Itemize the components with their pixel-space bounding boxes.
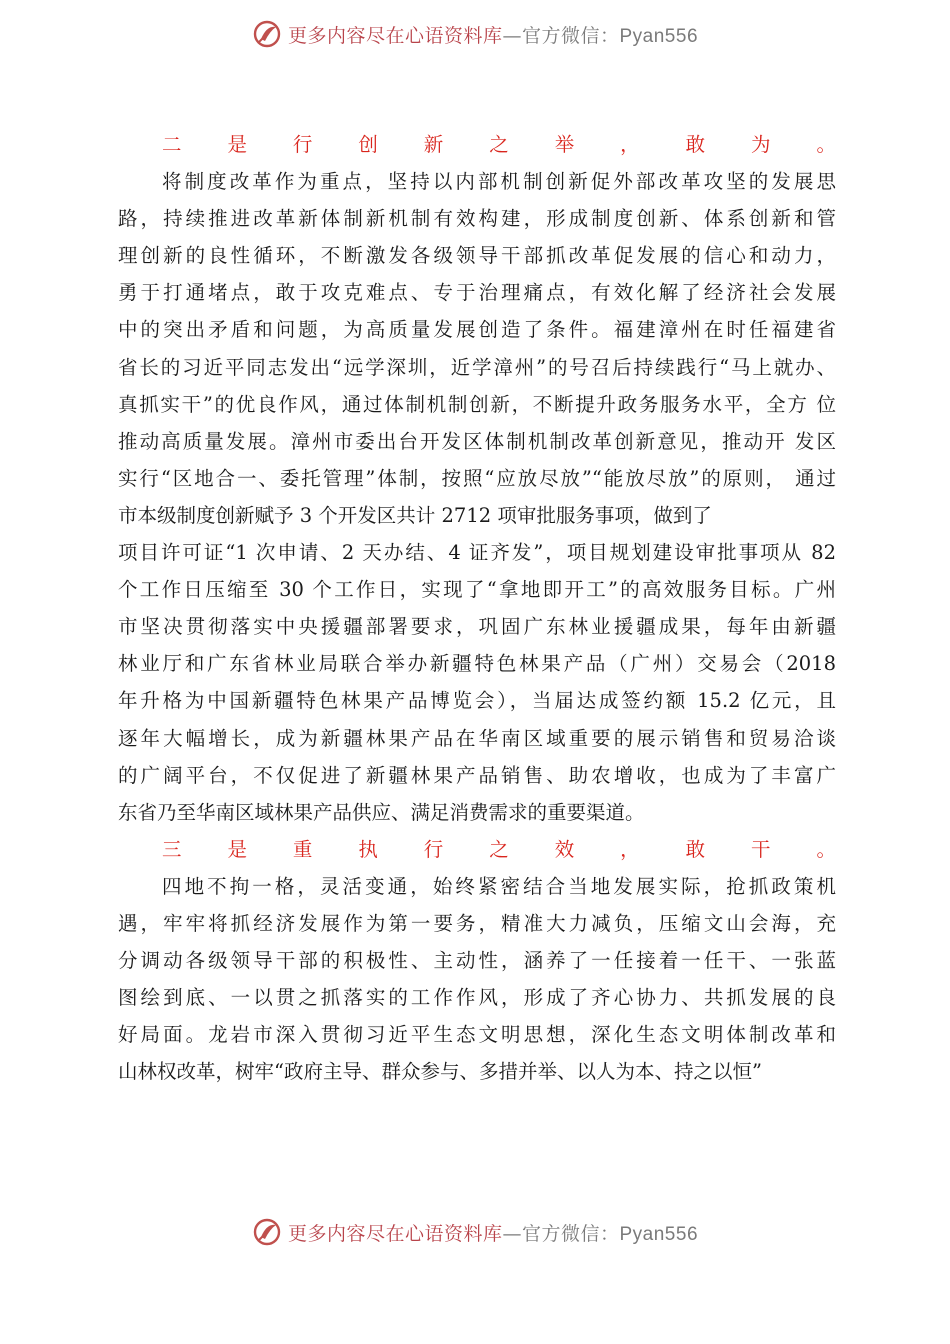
paragraph-line: 理创新的良性循环，不断激发各级领导干部抓改革促发展的信心和动力，: [118, 244, 836, 268]
banner-separator: —官方微信：: [502, 1222, 620, 1245]
paragraph-line: 林业厅和广东省林业局联合举办新疆特色林果产品（广州）交易会（2018: [118, 652, 836, 676]
section-heading: 三是重执行之效，敢干。: [162, 837, 836, 861]
banner-text: [288, 1219, 698, 1246]
paragraph-line: 市本级制度创新赋予 3 个开发区共计 2712 项审批服务事项，做到了: [118, 503, 712, 527]
paragraph-line: 四地不拘一格，灵活变通，始终紧密结合当地发展实际，抢抓政策机: [162, 874, 836, 898]
paragraph-line: 项目许可证“1 次申请、2 天办结、4 证齐发”，项目规划建设审批事项从 82: [118, 541, 836, 565]
paragraph-line: 推动高质量发展。漳州市委出台开发区体制机制改革创新意见，推动开 发区: [118, 429, 836, 453]
document-body: [118, 126, 836, 1090]
paragraph-line: 省长的习近平同志发出“远学深圳，近学漳州”的号召后持续践行“马上就办、: [118, 355, 836, 379]
logo-icon: [252, 1217, 282, 1247]
paragraph-line: 逐年大幅增长，成为新疆林果产品在华南区域重要的展示销售和贸易洽谈: [118, 726, 836, 750]
paragraph-line: 的广阔平台，不仅促进了新疆林果产品销售、助农增收，也成为了丰富广: [118, 763, 836, 787]
banner-handle: Pyan556: [619, 1223, 699, 1245]
logo-icon: [252, 19, 282, 49]
banner-separator: —官方微信：: [502, 24, 620, 47]
paragraph-line: 好局面。龙岩市深入贯彻习近平生态文明思想，深化生态文明体制改革和: [118, 1023, 836, 1047]
paragraph-line: 分调动各级领导干部的积极性、主动性，涵养了一任接着一任干、一张蓝: [118, 949, 836, 973]
paragraph-line: 真抓实干”的优良作风，通过体制机制创新，不断提升政务服务水平，全方 位: [118, 392, 836, 416]
header-banner: [0, 14, 950, 54]
paragraph-line: 市坚决贯彻落实中央援疆部署要求，巩固广东林业援疆成果，每年由新疆: [118, 615, 836, 639]
banner-handle: Pyan556: [619, 25, 699, 47]
banner-brand: 更多内容尽在心语资料库: [287, 24, 503, 47]
paragraph-line: 中的突出矛盾和问题，为高质量发展创造了条件。福建漳州在时任福建省: [118, 318, 836, 342]
paragraph-line: 遇，牢牢将抓经济发展作为第一要务，精准大力减负，压缩文山会海，充: [118, 911, 836, 935]
paragraph-line: 个工作日压缩至 30 个工作日，实现了“拿地即开工”的高效服务目标。广州: [118, 578, 836, 602]
paragraph-line: 图绘到底、一以贯之抓落实的工作作风，形成了齐心协力、共抓发展的良: [118, 986, 836, 1010]
paragraph-line: 路，持续推进改革新体制新机制有效构建，形成制度创新、体系创新和管: [118, 207, 836, 231]
footer-banner: [0, 1212, 950, 1252]
paragraph-line: 实行“区地合一、委托管理”体制，按照“应放尽放”“能放尽放”的原则， 通过: [118, 466, 836, 490]
paragraph-line: 年升格为中国新疆特色林果产品博览会），当届达成签约额 15.2 亿元，且: [118, 689, 836, 713]
paragraph-line: 勇于打通堵点，敢于攻克难点、专于治理痛点，有效化解了经济社会发展: [118, 281, 836, 305]
section-heading: 二是行创新之举，敢为。: [162, 133, 836, 156]
banner-brand: 更多内容尽在心语资料库: [287, 1222, 503, 1245]
paragraph-line: 东省乃至华南区域林果产品供应、满足消费需求的重要渠道。: [118, 800, 645, 824]
banner-text: [288, 21, 698, 48]
paragraph-line: 山林权改革，树牢“政府主导、群众参与、多措并举、以人为本、持之以恒”: [118, 1060, 762, 1084]
paragraph-line: 将制度改革作为重点，坚持以内部机制创新促外部改革攻坚的发展思: [162, 170, 836, 194]
